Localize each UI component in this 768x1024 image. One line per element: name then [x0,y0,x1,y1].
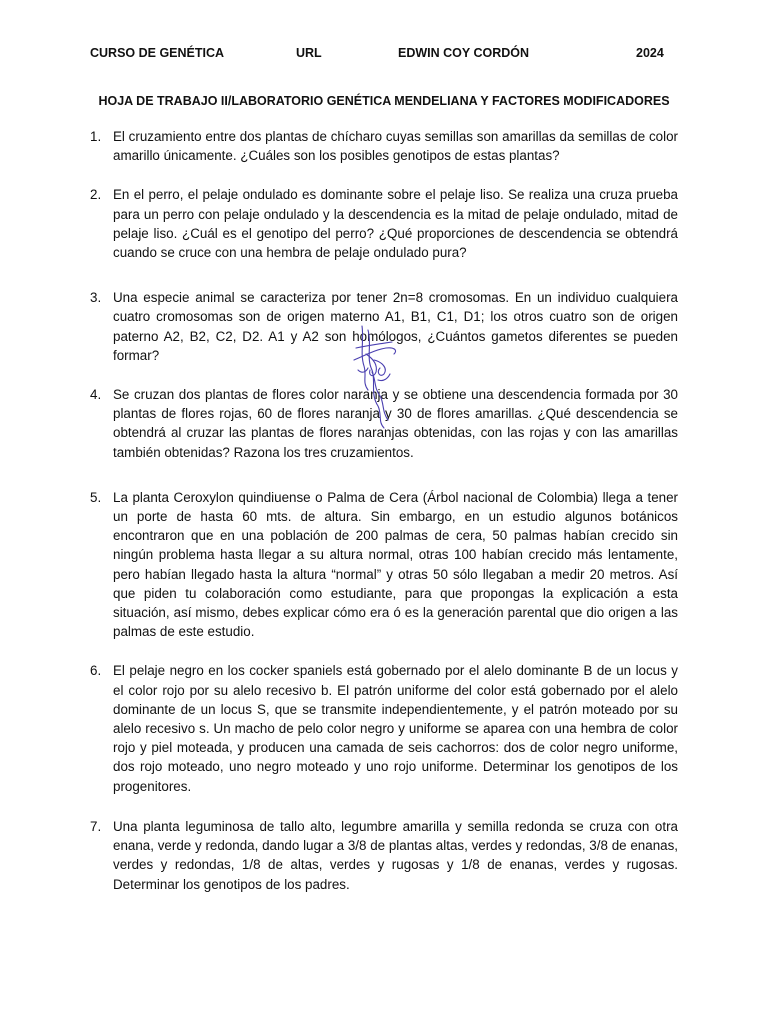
question-text: En el perro, el pelaje ondulado es dominante sobre el pelaje liso. Se realiza una cruza prueba para un perro con pelaje ondulado y la descendencia es la mitad de pelaje ondulado, mitad de pelaje liso. ¿Cuál es el genotipo del perro? ¿Qué proporciones de descendencia se obtendrá cuando se cruce con una hembra de pelaje ondulado pura? [113,187,678,261]
question-item [90,127,678,165]
document-title: HOJA DE TRABAJO II/LABORATORIO GENÉTICA MENDELIANA Y FACTORES MODIFICADORES [98,94,670,108]
question-text: Una planta leguminosa de tallo alto, legumbre amarilla y semilla redonda se cruza con otra enana, verde y redonda, dando lugar a 3/8 de plantas altas, verdes y redondas, 3/8 de enanas, verdes y redondas, 1/8 de altas, verdes y rugosas y 1/8 de enanas, verdes y rugosas. Determinar los genotipos de los padres. [113,818,678,892]
question-text: El cruzamiento entre dos plantas de chícharo cuyas semillas son amarillas da semillas de color amarillo únicamente. ¿Cuáles son los posibles genotipos de estas plantas? [113,129,678,164]
question-item [90,488,678,642]
question-item [90,661,678,795]
question-item [90,288,678,365]
author-name: EDWIN COY CORDÓN [398,46,530,60]
question-number: 6. [90,663,102,679]
question-item [90,185,678,262]
question-item [90,385,678,462]
question-number: 7. [90,818,102,834]
question-item [90,817,678,894]
university-name: URL [296,46,322,60]
question-number: 4. [90,387,102,403]
document-year: 2024 [636,46,664,60]
question-text: El pelaje negro en los cocker spaniels está gobernado por el alelo dominante B de un locus y el color rojo por su alelo recesivo b. El patrón uniforme del color está gobernado por el alelo dominante de un locus S, que se transmite independientemente, y el patrón moteado por su alelo recesivo s. Un macho de pelo color negro y uniforme se aparea con una hembra de color rojo y piel moteada, y producen una camada de seis cachorros: dos de color negro uniforme, dos rojo moteado, uno negro moteado y uno rojo uniforme. Determinar los genotipos de los progenitores. [113,663,678,794]
question-text: Se cruzan dos plantas de flores color naranja y se obtiene una descendencia formada por 30 plantas de flores rojas, 60 de flores naranja y 30 de flores amarillas. ¿Qué descendencia se obtendrá al cruzar las plantas de flores naranjas obtenidas, con las rojas y con las amarillas también obtenidas? Razona los tres cruzamientos. [113,387,678,460]
question-number: 5. [90,489,102,505]
question-text: Una especie animal se caracteriza por tener 2n=8 cromosomas. En un individuo cualquiera cuatro cromosomas son de origen materno A1, B1, C1, D1; los otros cuatro son de origen paterno A2, B2, C2, D2. A1 y A2 son homólogos, ¿Cuántos gametos diferentes se pueden formar? [113,290,678,363]
question-number: 3. [90,290,102,306]
page-header [0,46,768,64]
question-list [90,127,678,894]
question-number: 2. [90,187,102,203]
course-name: CURSO DE GENÉTICA [90,46,225,60]
question-text: La planta Ceroxylon quindiuense o Palma de Cera (Árbol nacional de Colombia) llega a tener un porte de hasta 60 mts. de altura. Sin embargo, en un estudio algunos botánicos encontraron que en una población de 200 palmas de cera, 50 palmas habían crecido sin ningún problema hasta llegar a su altura normal, otras 100 habían crecido más lentamente, pero habían llegado hasta la altura “normal” y otras 50 sólo llegaban a medir 20 metros. Así que piden tu colaboración como estudiante, para que propongas la explicación a esta situación, así mismo, debes explicar cómo era ó es la generación parental que dio origen a las palmas de este estudio. [113,489,678,640]
question-number: 1. [90,129,102,144]
